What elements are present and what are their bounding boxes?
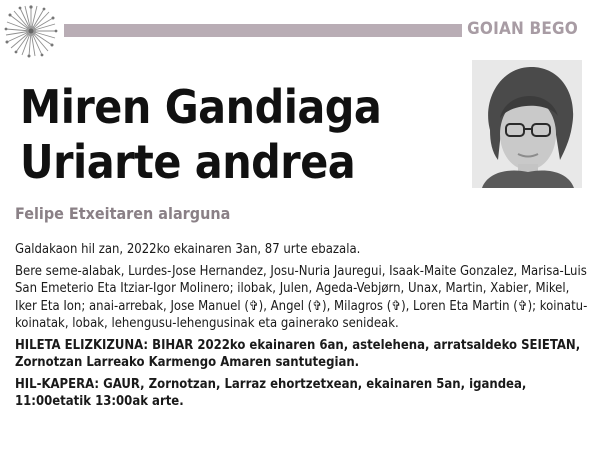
death-paragraph: Galdakaon hil zan, 2022ko ekainaren 3an, 87 urte ebazala. xyxy=(15,242,361,257)
flower-icon xyxy=(4,4,58,58)
portrait-photo xyxy=(472,60,582,188)
funeral-paragraph: HILETA ELIZKIZUNA: BIHAR 2022ko ekainaren 6an, astelehena, arratsaldeko SEIETAN, Zornotzan Larreako Karmengo Amaren santutegian. xyxy=(15,337,581,370)
deceased-name xyxy=(20,80,460,190)
header-label: GOIAN BEGO xyxy=(467,19,578,39)
spouse-line: Felipe Etxeitaren alarguna xyxy=(15,204,231,223)
name-line-2: Uriarte andrea xyxy=(20,135,356,189)
name-line-1: Miren Gandiaga xyxy=(20,80,382,134)
family-paragraph: Bere seme-alabak, Lurdes-Jose Hernandez, Josu-Nuria Jauregui, Isaak-Maite Gonzalez, Marisa-Luis San Emeterio Eta Itziar-Igor Molinero; ilobak, Julen, Ageda-Vebjørn, Unax, Martin, Xabier, Mikel, Iker Eta Ion; anai-arrebak, Jose Manuel (✞), Angel (✞), Milagros (✞), Loren Eta Martin (✞); koinatu-koinatak, lobak, lehengusu-lehengusinak eta gainerako senideak. xyxy=(15,263,588,331)
header-bar xyxy=(64,24,462,37)
chapel-paragraph: HIL-KAPERA: GAUR, Zornotzan, Larraz ehortzetxean, ekainaren 5an, igandea, 11:00etatik 13:00ak arte. xyxy=(15,376,527,409)
obituary-text xyxy=(15,241,590,415)
